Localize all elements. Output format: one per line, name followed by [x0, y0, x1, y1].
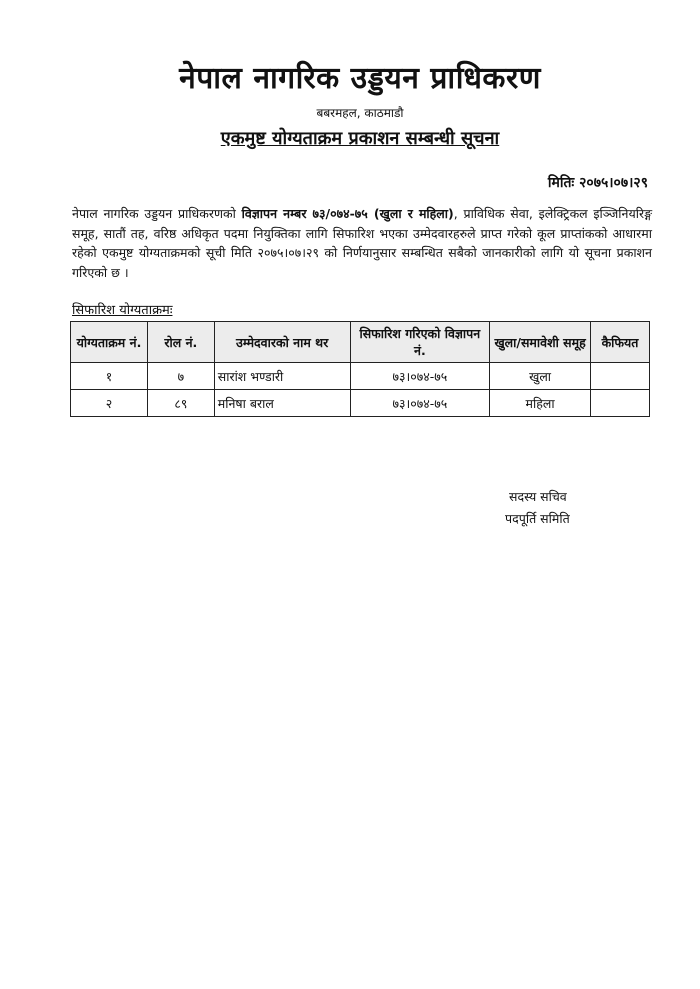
- table-row: [71, 390, 650, 417]
- header-merit-no: योग्यताक्रम नं.: [71, 322, 148, 363]
- header-remarks: कैफियत: [591, 322, 650, 363]
- notice-body-text-1: नेपाल नागरिक उड्डयन प्राधिकरणको: [72, 206, 242, 221]
- organization-address: बबरमहल, काठमाडौ: [316, 106, 404, 120]
- candidate-name-cell: सारांश भण्डारी: [214, 363, 350, 390]
- notice-date: मितिः २०७५।०७।२९: [547, 175, 648, 191]
- merit-list-table: [70, 321, 650, 417]
- advertisement-number: विज्ञापन नम्बर ७३/०७४-७५ (खुला र महिला): [241, 206, 454, 221]
- table-header-row: [71, 322, 650, 363]
- group-cell: महिला: [490, 390, 591, 417]
- section-label: सिफारिश योग्यताक्रमः: [72, 303, 173, 318]
- notice-body: [72, 204, 652, 282]
- candidate-name-cell: मनिषा बराल: [214, 390, 350, 417]
- header-advertisement-no: सिफारिश गरिएको विज्ञापन नं.: [350, 322, 490, 363]
- remarks-cell: [591, 390, 650, 417]
- roll-no-cell: ७: [147, 363, 214, 390]
- notice-body-text-2: , प्राविधिक सेवा, इलेक्ट्रिकल इञ्जिनियरिङ्ग समूह, सातौं तह, वरिष्ठ अधिकृत पदमा नियुक्तिका लागि सिफारिश भएका उम्मेदवारहरुले प्राप्त गरेको कूल प्राप्तांकको आधारमा रहेको एकमुष्ट योग्यताक्रमको सूची मिति २०७५।०७।२९ को निर्णयानुसार सम्बन्धित सबैको जानकारीको लागि यो सूचना प्रकाशन गरिएको छ ।: [72, 206, 652, 280]
- roll-no-cell: ८९: [147, 390, 214, 417]
- advertisement-no-cell: ७३।०७४-७५: [350, 390, 490, 417]
- header-candidate-name: उम्मेदवारको नाम थर: [214, 322, 350, 363]
- header-roll-no: रोल नं.: [147, 322, 214, 363]
- remarks-cell: [591, 363, 650, 390]
- signatory-title: सदस्य सचिव: [509, 489, 567, 504]
- table-row: [71, 363, 650, 390]
- organization-title: नेपाल नागरिक उड्डयन प्राधिकरण: [179, 61, 541, 96]
- group-cell: खुला: [490, 363, 591, 390]
- header-group: खुला/समावेशी समूह: [490, 322, 591, 363]
- advertisement-no-cell: ७३।०७४-७५: [350, 363, 490, 390]
- merit-no-cell: १: [71, 363, 148, 390]
- signatory-committee: पदपूर्ति समिति: [505, 511, 570, 526]
- merit-no-cell: २: [71, 390, 148, 417]
- notice-title: एकमुष्ट योग्यताक्रम प्रकाशन सम्बन्धी सूचना: [220, 128, 500, 149]
